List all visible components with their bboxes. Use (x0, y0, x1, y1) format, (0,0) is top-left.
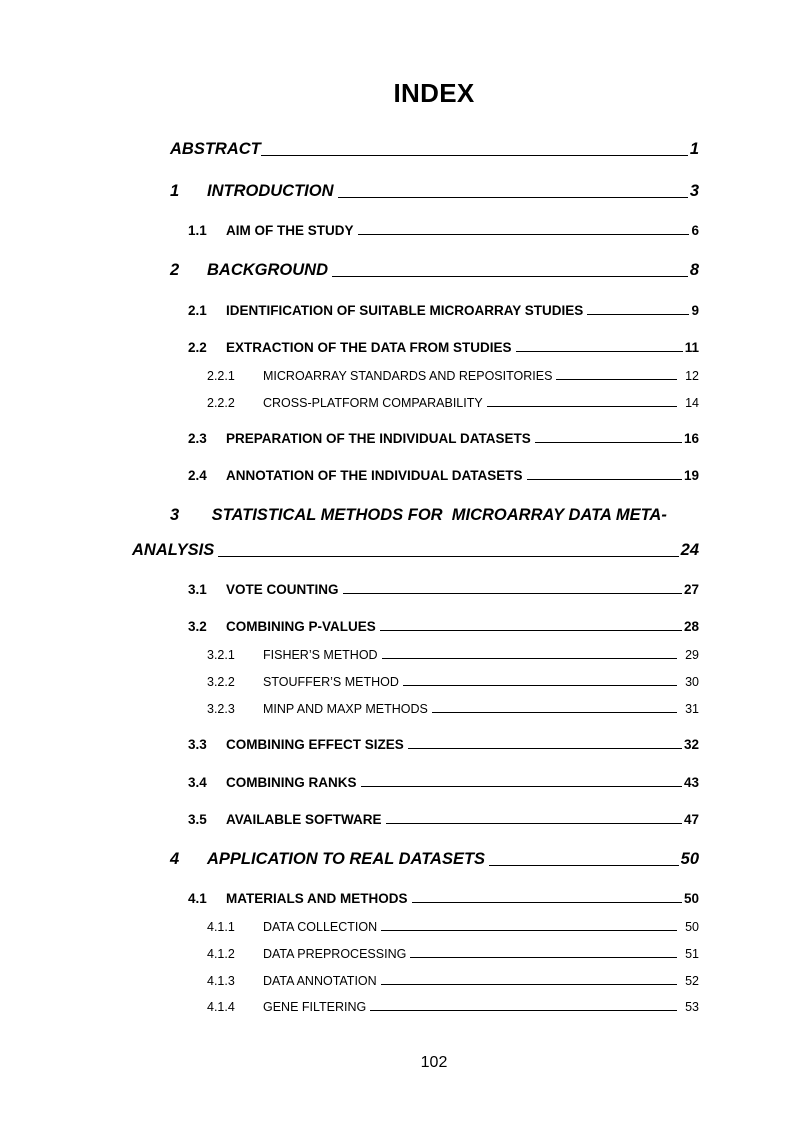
toc-page: 12 (685, 369, 699, 383)
toc-number: 3.3 (188, 737, 207, 752)
toc-page: 16 (683, 431, 699, 446)
toc-number: 4.1.1 (207, 920, 235, 934)
toc-entry-2-2-1[interactable] (207, 369, 699, 383)
toc-number: 4.1.2 (207, 947, 235, 961)
toc-label: INTRODUCTION (207, 182, 334, 200)
toc-number: 1 (170, 182, 180, 200)
toc-label: STATISTICAL METHODS FOR MICROARRAY DATA META- (211, 506, 667, 524)
toc-page: 8 (689, 261, 699, 279)
toc-page: 1 (689, 140, 699, 158)
toc-number: 3.2 (188, 619, 207, 634)
toc-leader (386, 823, 682, 824)
toc-number: 2.4 (188, 468, 207, 483)
toc-leader (587, 314, 689, 315)
toc-leader (358, 234, 690, 235)
toc-number: 2.3 (188, 431, 207, 446)
toc-page: 31 (685, 702, 699, 716)
toc-leader (535, 442, 682, 443)
toc-leader (527, 479, 682, 480)
toc-leader (343, 593, 682, 594)
toc-entry-3-4[interactable] (188, 775, 699, 790)
toc-number: 2.1 (188, 303, 207, 318)
toc-label: DATA PREPROCESSING (263, 947, 407, 961)
toc-entry-2-1[interactable] (188, 303, 699, 318)
toc-entry-2-3[interactable] (188, 431, 699, 446)
toc-entry-3-3[interactable] (188, 737, 699, 752)
toc-leader (361, 786, 682, 787)
toc-label: VOTE COUNTING (226, 582, 339, 597)
toc-label: MATERIALS AND METHODS (226, 891, 408, 906)
page-number: 102 (420, 1054, 448, 1071)
toc-page: 6 (691, 223, 699, 238)
toc-number: 2.2 (188, 340, 207, 355)
toc-page: 43 (683, 775, 699, 790)
toc-page: 30 (685, 675, 699, 689)
toc-leader (370, 1010, 677, 1011)
toc-label: COMBINING P-VALUES (226, 619, 376, 634)
toc-leader (381, 984, 677, 985)
toc-entry-4-1-3[interactable] (207, 974, 699, 988)
toc-page: 29 (685, 648, 699, 662)
toc-leader (332, 276, 688, 277)
toc-entry-4-1-2[interactable] (207, 947, 699, 961)
toc-number: 4.1.3 (207, 974, 235, 988)
toc-entry-ch3-line1[interactable] (170, 506, 667, 525)
toc-page: 24 (680, 541, 699, 559)
toc-leader (218, 556, 678, 557)
toc-entry-2-2-2[interactable] (207, 396, 699, 410)
toc-label: ABSTRACT (170, 140, 261, 158)
toc-number: 2.2.1 (207, 369, 235, 383)
toc-page: 32 (683, 737, 699, 752)
toc-entry-1-1[interactable] (188, 223, 699, 238)
page-title: INDEX (393, 78, 475, 108)
toc-page: 51 (685, 947, 699, 961)
toc-label: COMBINING EFFECT SIZES (226, 737, 404, 752)
toc-page: 53 (685, 1000, 699, 1014)
toc-label: MINP AND MAXP METHODS (263, 702, 428, 716)
toc-leader (410, 957, 677, 958)
toc-entry-ch3-line2[interactable] (132, 541, 699, 560)
toc-label: STOUFFER’S METHOD (263, 675, 399, 689)
toc-entry-2-4[interactable] (188, 468, 699, 483)
toc-page: 27 (683, 582, 699, 597)
toc-label: GENE FILTERING (263, 1000, 367, 1014)
toc-number: 3.1 (188, 582, 207, 597)
toc-entry-3-5[interactable] (188, 812, 699, 827)
toc-leader (487, 406, 677, 407)
toc-label: MICROARRAY STANDARDS AND REPOSITORIES (263, 369, 553, 383)
toc-number: 2 (170, 261, 180, 279)
toc-label: APPLICATION TO REAL DATASETS (207, 850, 486, 868)
toc-label: BACKGROUND (207, 261, 328, 279)
toc-page: 19 (683, 468, 699, 483)
toc-label: PREPARATION OF THE INDIVIDUAL DATASETS (226, 431, 531, 446)
toc-number: 3.5 (188, 812, 207, 827)
toc-leader (489, 865, 679, 866)
toc-entry-3-2-1[interactable] (207, 648, 699, 662)
toc-page: 11 (684, 340, 699, 355)
toc-label: EXTRACTION OF THE DATA FROM STUDIES (226, 340, 512, 355)
toc-leader (516, 351, 683, 352)
toc-entry-3-2[interactable] (188, 619, 699, 634)
toc-entry-3-1[interactable] (188, 582, 699, 597)
toc-page: 50 (683, 891, 699, 906)
toc-label: ANNOTATION OF THE INDIVIDUAL DATASETS (226, 468, 523, 483)
toc-label: AIM OF THE STUDY (226, 223, 354, 238)
toc-page: 14 (685, 396, 699, 410)
toc-entry-3-2-2[interactable] (207, 675, 699, 689)
toc-number: 3.2.3 (207, 702, 235, 716)
toc-leader (556, 379, 677, 380)
toc-number: 2.2.2 (207, 396, 235, 410)
toc-page: 47 (683, 812, 699, 827)
toc-entry-ch1[interactable] (170, 182, 699, 201)
toc-number: 4 (170, 850, 180, 868)
toc-number: 4.1.4 (207, 1000, 235, 1014)
toc-page: 50 (685, 920, 699, 934)
toc-entry-4-1[interactable] (188, 891, 699, 906)
toc-page: 9 (691, 303, 699, 318)
toc-leader (380, 630, 682, 631)
toc-leader (432, 712, 677, 713)
toc-leader (408, 748, 682, 749)
toc-leader (338, 197, 688, 198)
toc-label: CROSS-PLATFORM COMPARABILITY (263, 396, 483, 410)
toc-entry-2-2[interactable] (188, 340, 699, 355)
toc-number: 3.2.2 (207, 675, 235, 689)
toc-entry-abstract[interactable] (170, 140, 699, 159)
toc-page: 52 (685, 974, 699, 988)
toc-entry-4-1-1[interactable] (207, 920, 699, 934)
toc-number: 3 (170, 506, 180, 524)
toc-leader (381, 930, 677, 931)
toc-leader (261, 155, 688, 156)
toc-entry-3-2-3[interactable] (207, 702, 699, 716)
toc-number: 3.2.1 (207, 648, 235, 662)
toc-leader (412, 902, 682, 903)
toc-number: 3.4 (188, 775, 207, 790)
toc-label: DATA COLLECTION (263, 920, 378, 934)
toc-page: 28 (683, 619, 699, 634)
toc-entry-ch4[interactable] (170, 850, 699, 869)
toc-label: DATA ANNOTATION (263, 974, 377, 988)
toc-entry-ch2[interactable] (170, 261, 699, 280)
toc-label: IDENTIFICATION OF SUITABLE MICROARRAY STUDIES (226, 303, 584, 318)
toc-leader (403, 685, 677, 686)
toc-page: 50 (680, 850, 699, 868)
toc-leader (382, 658, 678, 659)
toc-label: AVAILABLE SOFTWARE (226, 812, 382, 827)
toc-number: 1.1 (188, 223, 207, 238)
toc-entry-4-1-4[interactable] (207, 1000, 699, 1014)
toc-label: COMBINING RANKS (226, 775, 357, 790)
toc-number: 4.1 (188, 891, 207, 906)
toc-label: ANALYSIS (132, 541, 215, 559)
toc-label: FISHER’S METHOD (263, 648, 378, 662)
toc-page: 3 (689, 182, 699, 200)
